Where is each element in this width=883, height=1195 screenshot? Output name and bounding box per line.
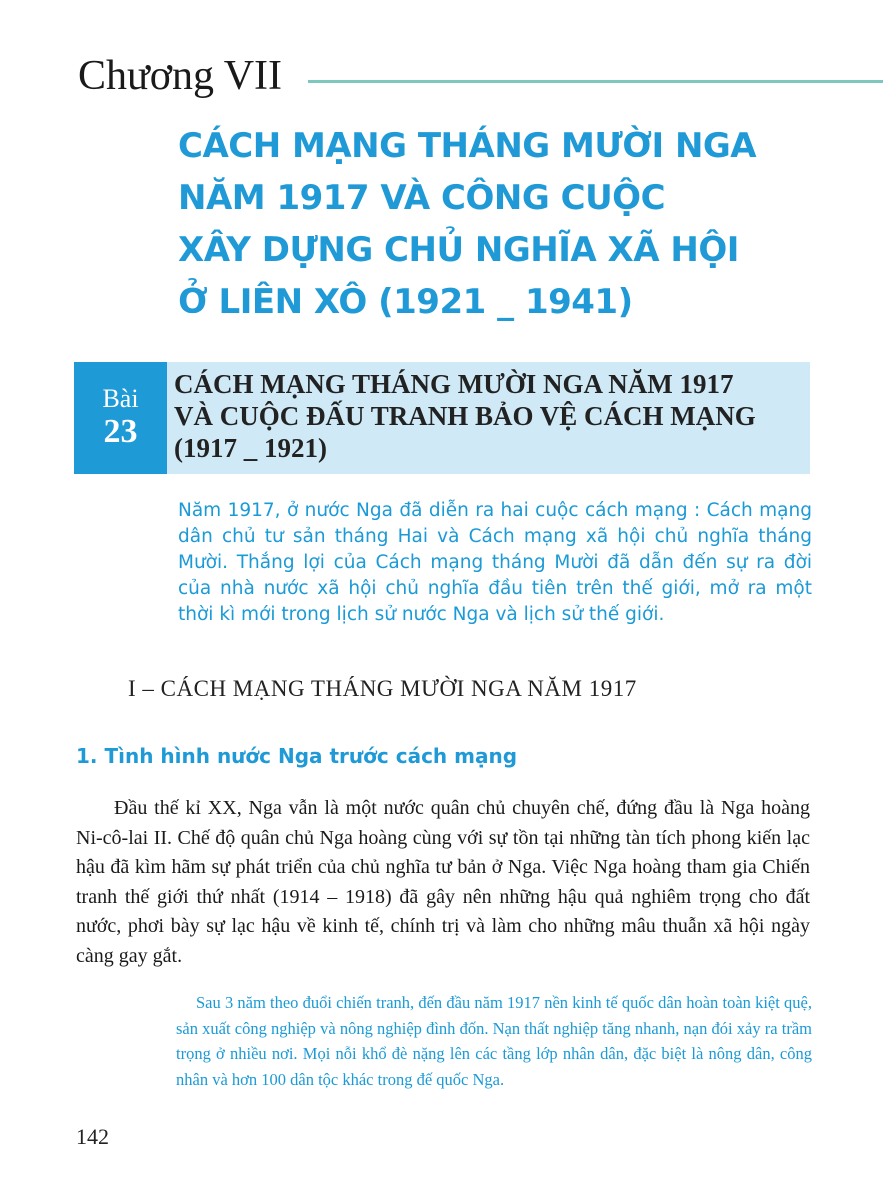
lesson-word: Bài (102, 384, 139, 413)
supplementary-note: Sau 3 năm theo đuổi chiến tranh, đến đầu năm 1917 nền kinh tế quốc dân hoàn toàn kiệt quệ, sản xuất công nghiệp và nông nghiệp đình đốn. Nạn thất nghiệp tăng nhanh, nạn đói xảy ra trầm trọng ở nhiều nơi. Mọi nỗi khổ đè nặng lên các tầng lớp nhân dân, đặc biệt là nông dân, công nhân và hơn 100 dân tộc khác trong đế quốc Nga. (176, 993, 812, 1089)
page-number: 142 (76, 1124, 109, 1149)
chapter-title-line: Ở LIÊN XÔ (1921 _ 1941) (178, 282, 633, 322)
lesson-title-line: CÁCH MẠNG THÁNG MƯỜI NGA NĂM 1917 (174, 369, 734, 399)
lesson-title-line: VÀ CUỘC ĐẤU TRANH BẢO VỆ CÁCH MẠNG (174, 401, 756, 431)
body-paragraph: Đầu thế kỉ XX, Nga vẫn là một nước quân chủ chuyên chế, đứng đầu là Nga hoàng Ni-cô-lai II. Chế độ quân chủ Nga hoàng cùng với sự tồn tại những tàn tích phong kiến lạc hậu đã kìm hãm sự phát triển của chủ nghĩa tư bản ở Nga. Việc Nga hoàng tham gia Chiến tranh thế giới thứ nhất (1914 – 1918) đã gây nên những hậu quả nghiêm trọng cho đất nước, phơi bày sự lạc hậu về kinh tế, chính trị và làm cho những mâu thuẫn xã hội ngày càng gay gắt. (76, 797, 810, 967)
lesson-title-line: (1917 _ 1921) (174, 433, 327, 463)
lesson-header (74, 362, 810, 474)
chapter-title-line: NĂM 1917 VÀ CÔNG CUỘC (178, 178, 666, 218)
sub-heading: 1. Tình hình nước Nga trước cách mạng (76, 744, 518, 768)
chapter-title-line: CÁCH MẠNG THÁNG MƯỜI NGA (178, 126, 757, 166)
chapter-header (78, 52, 818, 102)
lesson-title (174, 368, 804, 464)
chapter-label: Chương VII (78, 53, 283, 99)
lesson-number: 23 (103, 413, 138, 450)
chapter-title (178, 120, 858, 328)
chapter-divider (308, 80, 883, 83)
section-heading: I – CÁCH MẠNG THÁNG MƯỜI NGA NĂM 1917 (128, 676, 637, 701)
lesson-intro: Năm 1917, ở nước Nga đã diễn ra hai cuộc cách mạng : Cách mạng dân chủ tư sản tháng Hai và Cách mạng xã hội chủ nghĩa tháng Mười. Thắng lợi của Cách mạng tháng Mười đã dẫn đến sự ra đời của nhà nước xã hội chủ nghĩa đầu tiên trên thế giới, mở ra một thời kì mới trong lịch sử nước Nga và lịch sử thế giới. (178, 500, 812, 625)
chapter-title-line: XÂY DỰNG CHỦ NGHĨA XÃ HỘI (178, 230, 739, 270)
lesson-badge (74, 362, 167, 474)
